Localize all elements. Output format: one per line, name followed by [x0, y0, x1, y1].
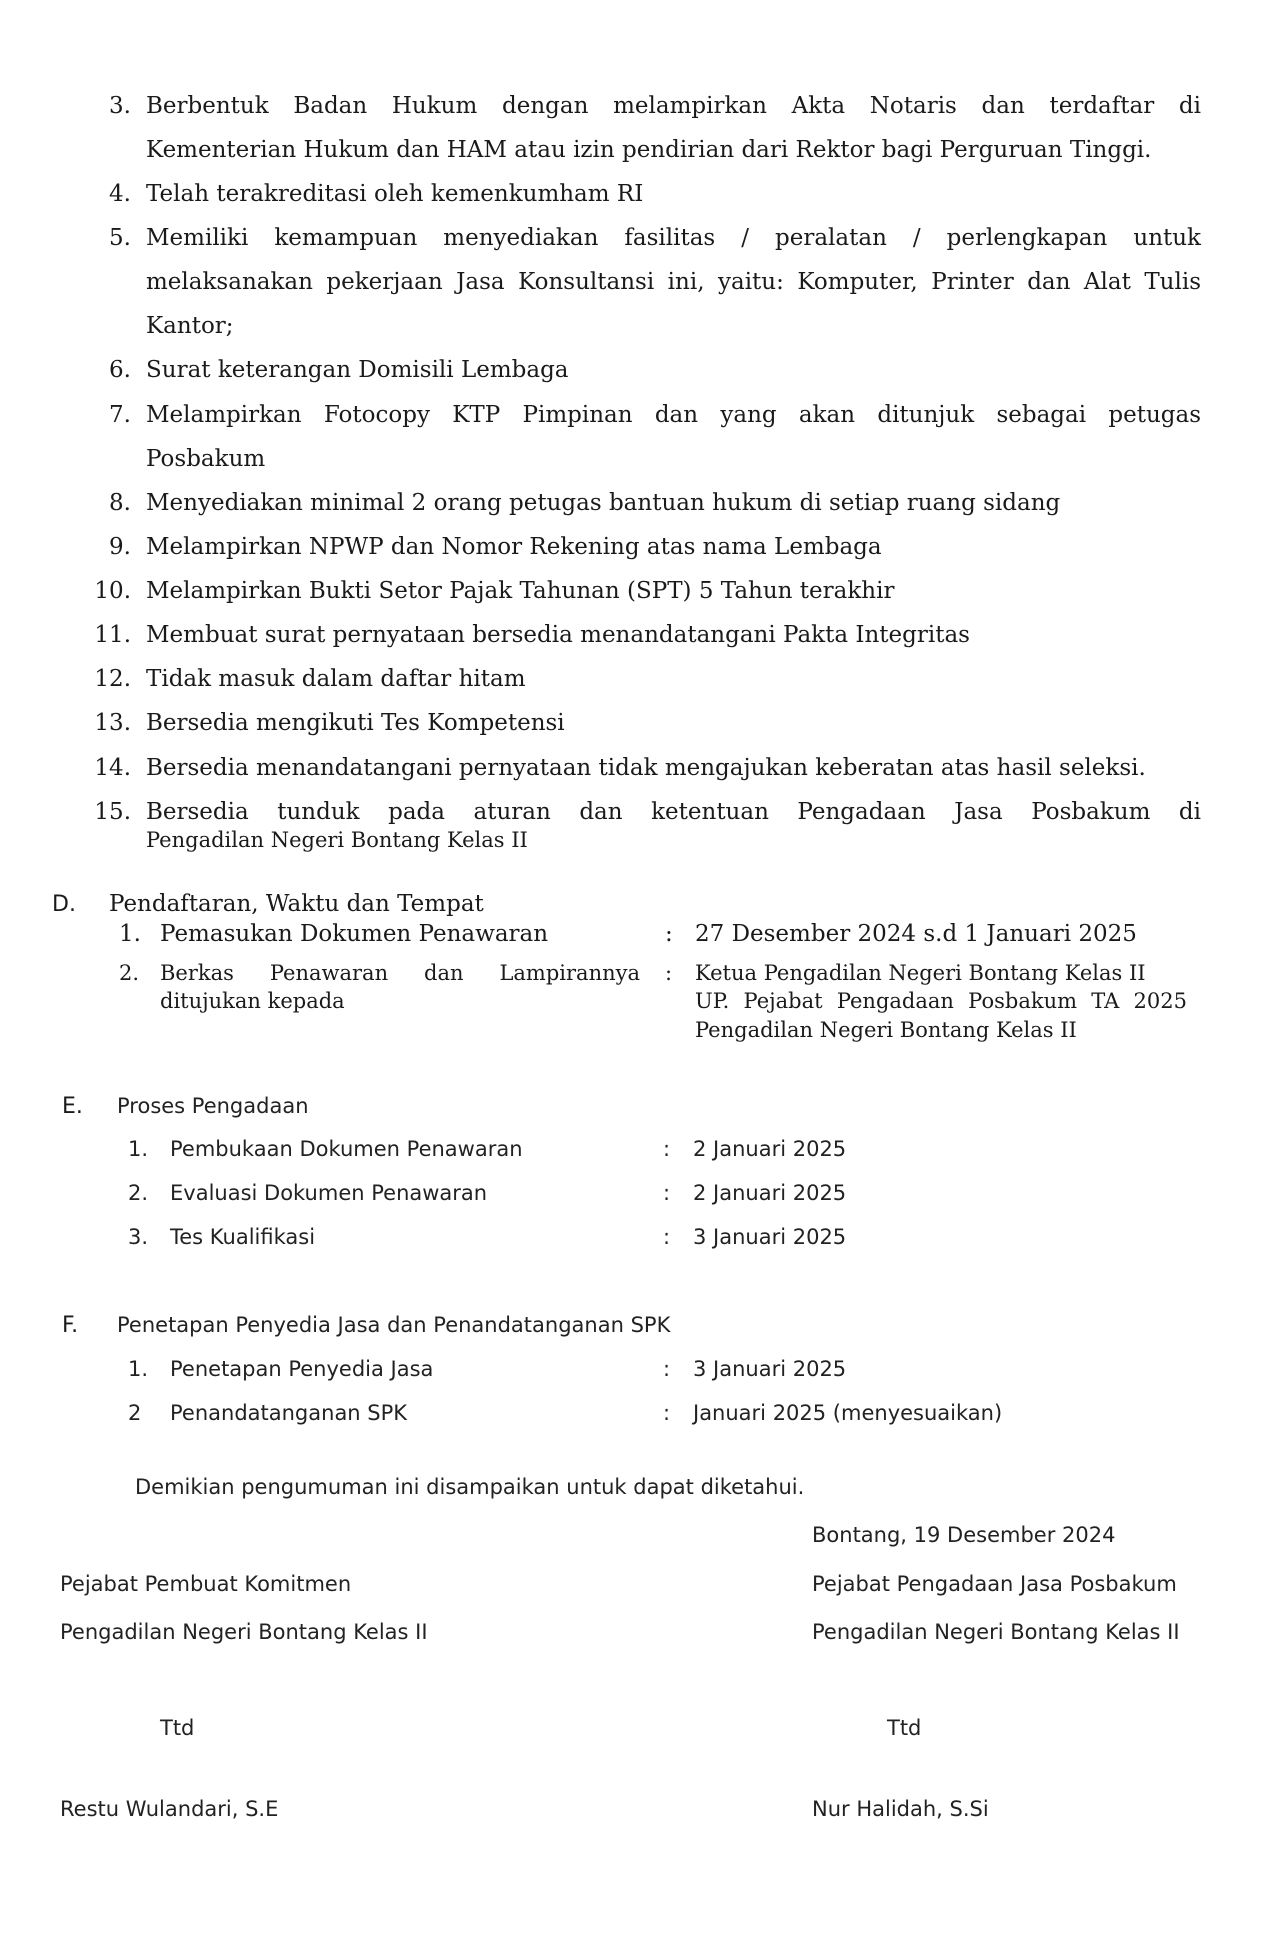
item-label: Tes Kualifikasi: [170, 1225, 316, 1249]
item-text: Bersedia menandatangani pernyataan tidak mengajukan keberatan atas hasil seleksi.: [146, 755, 1146, 781]
item-colon: :: [665, 921, 673, 947]
signatory-title: Pejabat Pengadaan Jasa Posbakum: [812, 1572, 1177, 1596]
item-value: 2 Januari 2025: [693, 1181, 847, 1205]
item-number: 5.: [109, 225, 131, 251]
item-text: Menyediakan minimal 2 orang petugas bantuan hukum di setiap ruang sidang: [146, 490, 1061, 516]
item-text: Posbakum: [146, 446, 266, 472]
item-number: 10.: [94, 578, 131, 604]
item-text: Surat keterangan Domisili Lembaga: [146, 357, 569, 383]
item-number: 14.: [94, 755, 131, 781]
item-label: ditujukan kepada: [160, 989, 345, 1013]
item-label: Evaluasi Dokumen Penawaran: [170, 1181, 488, 1205]
item-number: 12.: [94, 666, 131, 692]
section-letter: E.: [62, 1094, 83, 1119]
item-number: 9.: [109, 534, 131, 560]
item-text: Bersedia mengikuti Tes Kompetensi: [146, 710, 565, 736]
item-number: 2: [128, 1401, 142, 1425]
item-number: 3.: [128, 1225, 149, 1249]
item-colon: :: [663, 1137, 671, 1161]
item-number: 7.: [109, 402, 131, 428]
item-value: UP. Pejabat Pengadaan Posbakum TA 2025: [695, 989, 1187, 1013]
item-label: Penetapan Penyedia Jasa: [170, 1357, 434, 1381]
item-label: Pembukaan Dokumen Penawaran: [170, 1137, 523, 1161]
section-letter: D.: [52, 892, 76, 917]
section-title: Pendaftaran, Waktu dan Tempat: [109, 891, 484, 917]
item-colon: :: [663, 1225, 671, 1249]
item-colon: :: [663, 1401, 671, 1425]
item-text: Melampirkan NPWP dan Nomor Rekening atas nama Lembaga: [146, 534, 882, 560]
item-value: 27 Desember 2024 s.d 1 Januari 2025: [695, 921, 1137, 947]
item-colon: :: [663, 1357, 671, 1381]
item-value: Januari 2025 (menyesuaikan): [693, 1401, 1003, 1425]
item-text: Membuat surat pernyataan bersedia menandatangani Pakta Integritas: [146, 622, 970, 648]
place-date: Bontang, 19 Desember 2024: [812, 1523, 1116, 1547]
item-number: 6.: [109, 357, 131, 383]
item-value: 3 Januari 2025: [693, 1225, 847, 1249]
item-number: 11.: [94, 622, 131, 648]
item-label: Pemasukan Dokumen Penawaran: [160, 921, 549, 947]
item-text: Bersedia tunduk pada aturan dan ketentuan Pengadaan Jasa Posbakum di: [146, 799, 1201, 825]
item-label: Penandatanganan SPK: [170, 1401, 408, 1425]
section-title: Proses Pengadaan: [117, 1094, 309, 1118]
item-text: Kantor;: [146, 313, 234, 339]
item-value: 2 Januari 2025: [693, 1137, 847, 1161]
signatory-title: Pejabat Pembuat Komitmen: [60, 1572, 352, 1596]
signature-mark: Ttd: [887, 1716, 922, 1740]
signatory-org: Pengadilan Negeri Bontang Kelas II: [60, 1620, 428, 1644]
item-number: 3.: [109, 93, 131, 119]
item-text: Pengadilan Negeri Bontang Kelas II: [146, 828, 528, 852]
item-text: Melampirkan Bukti Setor Pajak Tahunan (SPT) 5 Tahun terakhir: [146, 578, 895, 604]
item-text: Melampirkan Fotocopy KTP Pimpinan dan yang akan ditunjuk sebagai petugas: [146, 402, 1201, 428]
item-number: 2.: [119, 961, 140, 985]
signatory-name: Restu Wulandari, S.E: [60, 1797, 279, 1821]
item-colon: :: [663, 1181, 671, 1205]
item-number: 1.: [128, 1357, 149, 1381]
item-text: Memiliki kemampuan menyediakan fasilitas / peralatan / perlengkapan untuk: [146, 225, 1201, 251]
signatory-org: Pengadilan Negeri Bontang Kelas II: [812, 1620, 1180, 1644]
item-label: Berkas Penawaran dan Lampirannya: [160, 961, 640, 985]
item-text: Kementerian Hukum dan HAM atau izin pendirian dari Rektor bagi Perguruan Tinggi.: [146, 137, 1152, 163]
section-title: Penetapan Penyedia Jasa dan Penandatanganan SPK: [117, 1313, 671, 1337]
item-number: 2.: [128, 1181, 149, 1205]
item-number: 15.: [94, 799, 131, 825]
signatory-name: Nur Halidah, S.Si: [812, 1797, 989, 1821]
item-number: 4.: [109, 181, 131, 207]
item-colon: :: [665, 961, 673, 985]
item-value: Pengadilan Negeri Bontang Kelas II: [695, 1018, 1077, 1042]
item-number: 13.: [94, 710, 131, 736]
item-value: 3 Januari 2025: [693, 1357, 847, 1381]
item-number: 1.: [128, 1137, 149, 1161]
item-text: Telah terakreditasi oleh kemenkumham RI: [146, 181, 644, 207]
section-letter: F.: [62, 1313, 79, 1338]
item-number: 8.: [109, 490, 131, 516]
item-text: melaksanakan pekerjaan Jasa Konsultansi ini, yaitu: Komputer, Printer dan Alat Tulis: [146, 269, 1201, 295]
item-text: Tidak masuk dalam daftar hitam: [146, 666, 526, 692]
item-value: Ketua Pengadilan Negeri Bontang Kelas II: [695, 961, 1146, 985]
closing-statement: Demikian pengumuman ini disampaikan untuk dapat diketahui.: [135, 1475, 805, 1499]
item-text: Berbentuk Badan Hukum dengan melampirkan Akta Notaris dan terdaftar di: [146, 93, 1201, 119]
item-number: 1.: [119, 921, 141, 947]
signature-mark: Ttd: [160, 1716, 195, 1740]
